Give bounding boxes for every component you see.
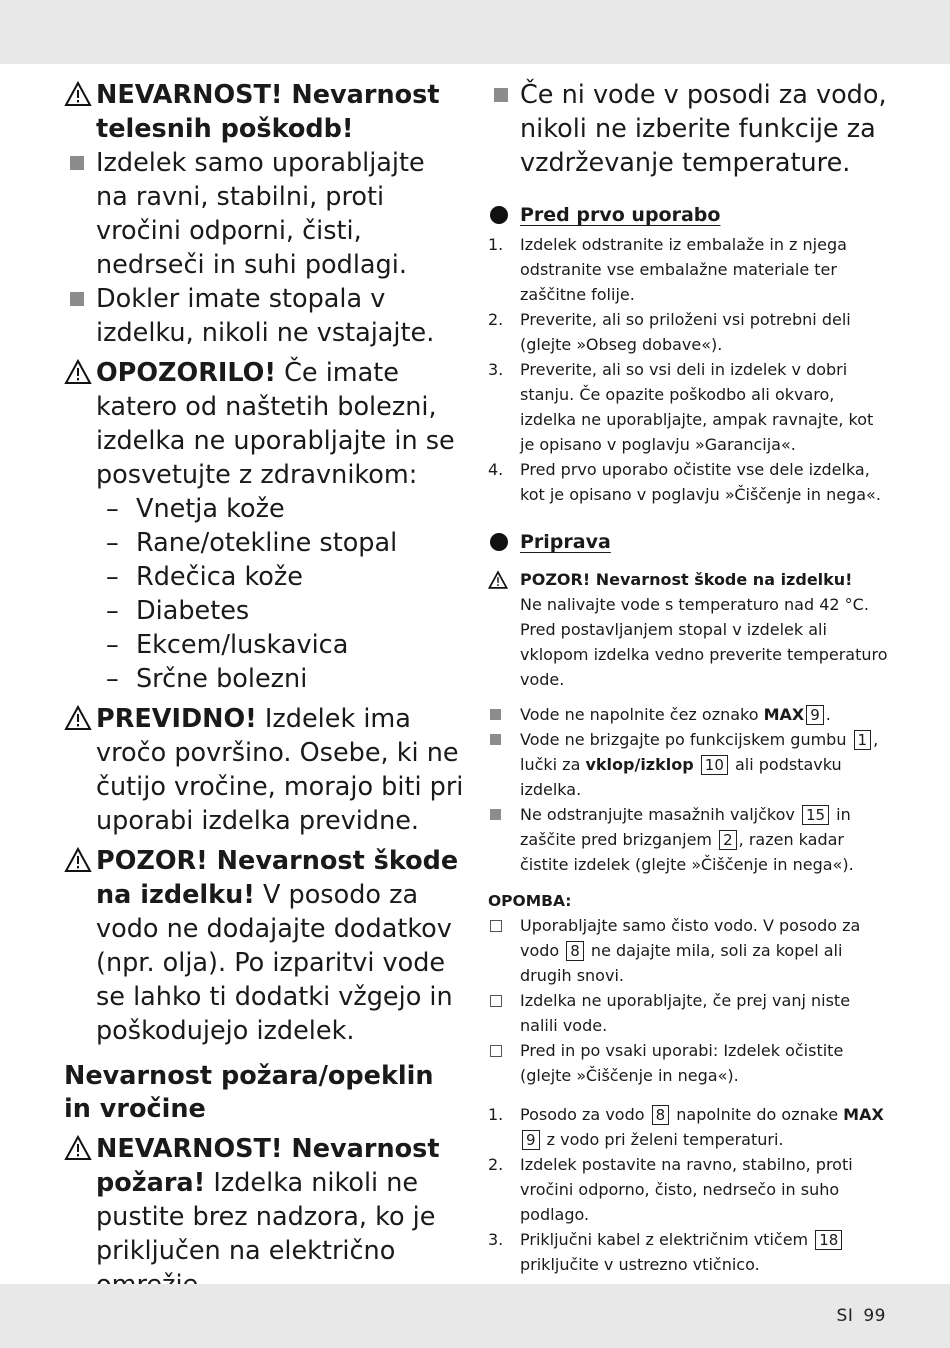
list-item [488,988,888,1038]
text: z vodo pri želeni temperaturi. [541,1130,784,1149]
prep-warning-text: Ne nalivajte vode s temperaturo nad 42 °C. Pred postavljanjem stopal v izdelek ali vklopom izdelka vedno preverite temperaturo vode. [520,595,888,689]
part-number: 8 [652,1105,670,1125]
text: Vode ne brizgajte po funkcijskem gumbu [520,730,852,749]
list-item [488,913,888,988]
list-item [488,78,888,180]
bullet-text: Izdelek samo uporabljajte na ravni, stabilni, proti vročini odporni, čisti, nedrseči in suhi podlagi. [96,148,425,280]
list-item: – Vnetja kože [96,492,464,526]
list-item: – Rane/otekline stopal [96,526,464,560]
list-item [64,282,464,350]
list-item [488,1102,888,1152]
list-item [488,1227,888,1277]
bold-text: vklop/izklop [585,755,694,774]
prep-warning [488,567,888,692]
text: , razen kadar čistite izdelek (glejte »Čiščenje in nega«). [520,830,854,874]
square-bullet-icon [490,809,501,820]
bullet-text: Če ni vode v posodi za vodo, nikoli ne izberite funkcije za vzdrževanje temperature. [520,80,887,178]
part-number: 8 [566,941,584,961]
caution-label: PREVIDNO! [96,704,257,734]
text: in zaščite pred brizganjem [520,805,851,849]
checkbox-bullet-icon [490,920,502,932]
square-bullet-icon [70,156,84,170]
list-item: – Rdečica kože [96,560,464,594]
footer-band [0,1284,950,1348]
fire-danger-label: NEVARNOST! Nevarnost požara! [96,1134,440,1198]
checkbox-bullet-icon [490,1045,502,1057]
part-number: 9 [806,705,824,725]
heading-text: Pred prvo uporabo [520,204,721,226]
list-item: – Srčne bolezni [96,662,464,696]
part-number: 9 [522,1130,540,1150]
text: Priključni kabel z električnim vtičem [520,1230,814,1249]
attention-block [64,844,464,1048]
bullet-text: Dokler imate stopala v izdelku, nikoli ne vstajajte. [96,284,435,348]
warning-triangle-icon [64,1134,92,1171]
bullet-dot-icon [490,533,508,551]
part-number: 2 [719,830,737,850]
note-label: OPOMBA: [488,892,572,910]
prep-warning-label: POZOR! Nevarnost škode na izdelku! [520,570,853,589]
warning-triangle-icon [64,704,92,741]
text: ne dajajte mila, soli za kopel ali drugih snovi. [520,941,843,985]
fire-danger-text: Izdelka nikoli ne pustite brez nadzora, ko je priključen na električno [96,1168,436,1266]
list-item: – Ekcem/luskavica [96,628,464,662]
text: Uporabljajte samo čisto vodo. V posodo za vodo [520,916,861,960]
square-bullet-icon [490,734,501,745]
checkbox-bullet-icon [490,995,502,1007]
list-item [488,727,888,802]
text: Pred in po vsaki uporabi: Izdelek očistite (glejte »Čiščenje in nega«). [520,1041,844,1085]
part-number: 10 [701,755,728,775]
text: napolnite do oznake [671,1105,844,1124]
bullet-dot-icon [490,206,508,224]
part-number: 1 [854,730,872,750]
text: Izdelka ne uporabljajte, če prej vanj niste nalili vode. [520,991,851,1035]
warning-text: Če imate katero od naštetih bolezni, izdelka ne uporabljajte in se posvetujte z zdravnikom: [96,358,455,490]
step-text: Pred prvo uporabo očistite vse dele izdelka, kot je opisano v poglavju »Čiščenje in nega«. [520,460,881,504]
step-number: 1. [488,235,504,254]
text: Izdelek postavite na ravno, stabilno, proti vročini odporno, čisto, nedrsečo in suho podlago. [520,1155,853,1224]
warning-block [64,356,464,696]
text: Ne odstranjujte masažnih valjčkov [520,805,800,824]
warning-label: OPOZORILO! [96,358,276,388]
square-bullet-icon [494,88,508,102]
part-number: 18 [815,1230,842,1250]
danger-injury-warning [64,78,464,146]
max-label: MAX [843,1105,884,1124]
list-item [488,232,888,307]
step-text: Preverite, ali so vsi deli in izdelek v dobri stanju. Če opazite poškodbo ali okvaro, izdelka ne uporabljajte, ampak ravnajte, kot je opisano v poglavju »Garancija«. [520,360,874,454]
caution-block [64,702,464,838]
text: ali podstavku izdelka. [520,755,842,799]
list-item [488,307,888,357]
page-number: 99 [863,1306,886,1326]
language-code: SI [836,1306,854,1326]
square-bullet-icon [70,292,84,306]
text: priključite v ustrezno vtičnico. [520,1255,760,1274]
text: , lučki za [520,730,879,774]
list-item [488,802,888,877]
attention-label: POZOR! Nevarnost škode na izdelku! [96,846,459,910]
header-band [0,0,950,64]
text: . [825,705,831,724]
section-heading-prep [488,529,888,555]
section-heading: Nevarnost požara/opeklin in vročine [64,1061,434,1124]
left-column [64,78,464,1302]
fire-danger-block [64,1132,464,1302]
warning-triangle-icon [64,80,92,117]
text: Posodo za vodo [520,1105,650,1124]
step-number: 3. [488,360,504,379]
square-bullet-icon [490,709,501,720]
list-item: – Diabetes [96,594,464,628]
text: Vode ne napolnite čez oznako [520,705,764,724]
section-heading-first-use [488,202,888,228]
page-footer [837,1306,886,1326]
warning-triangle-icon [64,358,92,395]
danger-injury-title: NEVARNOST! Nevarnost telesnih poškodb! [96,80,440,144]
attention-text: V posodo za vodo ne dodajajte dodatkov (npr. olja). Po izparitvi vode se lahko ti dodatki vžgejo in poškodujejo izdelek. [96,880,453,1046]
list-item [488,357,888,457]
list-item [488,457,888,507]
step-number: 2. [488,310,504,329]
step-number: 4. [488,460,504,479]
caution-text: Izdelek ima vročo površino. Osebe, ki ne čutijo vročine, morajo biti pri uporabi izdelka previdne. [96,704,464,836]
list-item [488,1038,888,1088]
list-item [64,146,464,282]
list-item [488,1152,888,1227]
step-text: Izdelek odstranite iz embalaže in z njega odstranite vse embalažne materiale ter zaščitne folije. [520,235,847,304]
warning-triangle-icon [64,846,92,883]
max-label: MAX [763,705,805,724]
step-number: 1. [488,1105,504,1124]
right-column [488,78,888,1277]
step-text: Preverite, ali so priloženi vsi potrebni deli (glejte »Obseg dobave«). [520,310,851,354]
step-number: 2. [488,1155,504,1174]
heading-text: Priprava [520,531,611,553]
warning-triangle-icon [488,570,508,597]
list-item [488,702,888,727]
part-number: 15 [802,805,829,825]
step-number: 3. [488,1230,504,1249]
